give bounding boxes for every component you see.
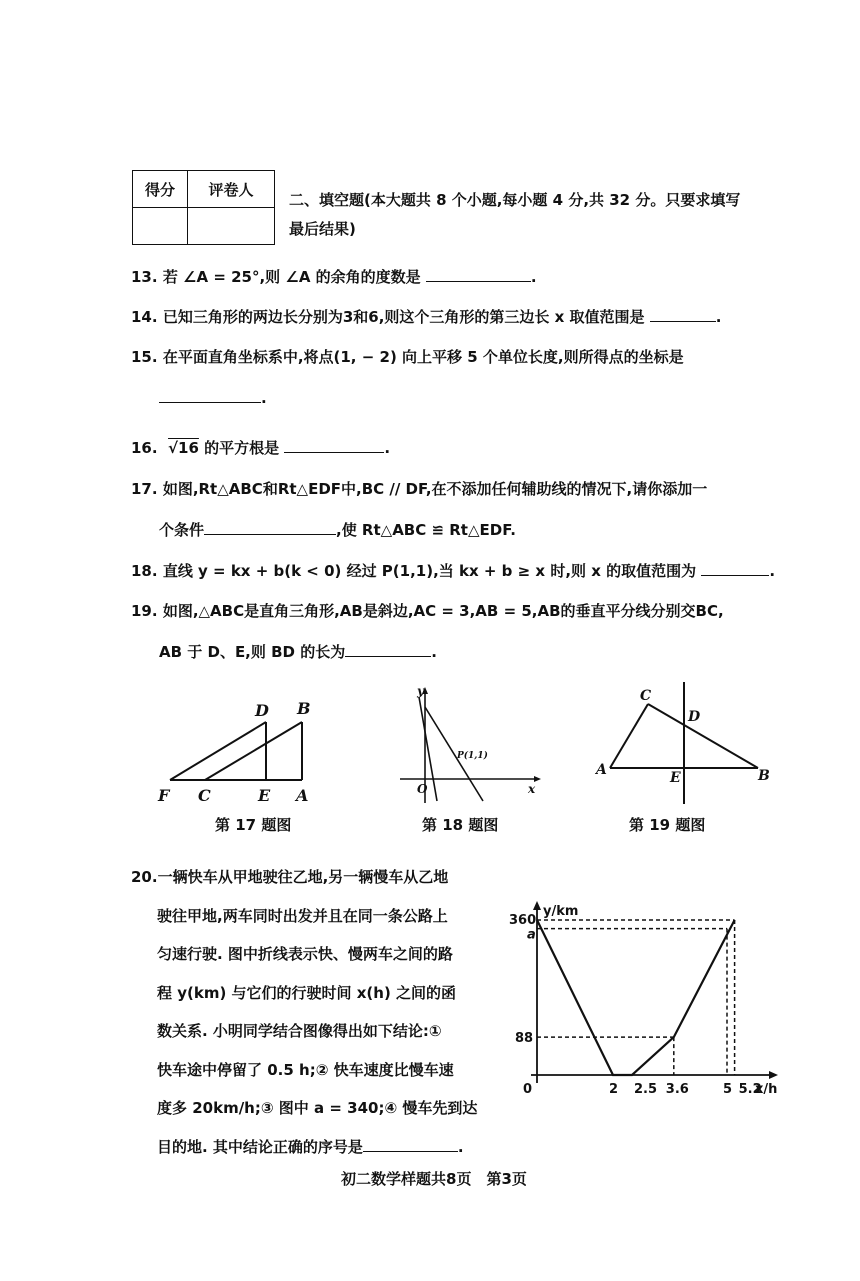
page-footer: 初二数学样题共8页 第3页 <box>341 1170 527 1188</box>
figure-17-caption: 第 17 题图 <box>215 816 292 834</box>
fig17-label-C: C <box>198 786 211 805</box>
question-20-number: 20. <box>131 868 158 886</box>
question-18-end: . <box>769 562 776 580</box>
answer-blank-18[interactable] <box>701 561 769 576</box>
question-19-line2-text: AB 于 D、E,则 BD 的长为 <box>159 643 346 661</box>
question-19 <box>131 600 724 621</box>
question-14-end: . <box>715 308 722 326</box>
fig19-label-D: D <box>688 709 701 725</box>
question-20-line-1 <box>131 858 511 897</box>
section-title <box>289 186 809 244</box>
x-tick-2: 2 <box>609 1082 619 1097</box>
grader-cell <box>188 208 275 245</box>
question-20-text-8: 目的地. 其中结论正确的序号是 <box>157 1137 363 1156</box>
question-13-end: . <box>530 268 537 286</box>
fig19-line-CB <box>648 704 758 768</box>
section-title-line2: 最后结果) <box>289 220 356 238</box>
question-17-line2-post: ,使 Rt△ABC ≌ Rt△EDF. <box>336 521 516 539</box>
answer-blank-13[interactable] <box>426 267 531 282</box>
sqrt-16: √16 <box>168 439 199 457</box>
answer-blank-16[interactable] <box>284 438 384 453</box>
question-18-text: 直线 y = kx + b(k < 0) 经过 P(1,1),当 kx + b ≥ x 时,则 x 的取值范围为 <box>162 562 697 580</box>
question-17-line2-pre: 个条件 <box>159 521 205 539</box>
question-18 <box>131 560 775 581</box>
figure-19-caption: 第 19 题图 <box>629 816 706 834</box>
question-19-end: . <box>431 643 437 661</box>
x-tick-2-5: 2.5 <box>634 1082 658 1097</box>
answer-blank-20[interactable] <box>363 1137 458 1152</box>
question-19-line2 <box>159 641 437 662</box>
question-20-line-8 <box>131 1128 511 1167</box>
figure-18 <box>395 683 550 808</box>
question-14 <box>131 306 721 327</box>
y-tick-360: 360 <box>509 913 537 928</box>
chart-xlabel: x/h <box>755 1082 778 1097</box>
question-15-answer-line <box>159 388 267 407</box>
question-20-line-6: 快车途中停留了 0.5 h;② 快车速度比慢车速 <box>157 1060 454 1079</box>
y-axis-arrow <box>533 901 541 910</box>
fig19-line-AC <box>610 704 648 768</box>
question-17-line2 <box>159 519 516 540</box>
x-tick-0: 0 <box>523 1082 533 1097</box>
question-15-text: 在平面直角坐标系中,将点(1, − 2) 向上平移 5 个单位长度,则所得点的坐标是 <box>162 348 684 366</box>
question-20-line-7: 度多 20km/h;③ 图中 a = 340;④ 慢车先到达 <box>157 1099 478 1117</box>
figure-20-chart <box>505 895 790 1110</box>
fig17-label-F: F <box>158 786 170 805</box>
question-15 <box>131 346 684 367</box>
question-15-number: 15. <box>131 348 158 366</box>
grader-label: 评卷人 <box>188 171 275 208</box>
fig19-label-A: A <box>596 762 607 778</box>
question-18-number: 18. <box>131 562 158 580</box>
chart-ylabel: y/km <box>543 904 579 919</box>
fig19-label-B: B <box>758 768 770 784</box>
x-tick-5: 5 <box>723 1082 733 1097</box>
x-tick-5-2: 5.2 <box>738 1082 762 1097</box>
question-16-number: 16. <box>131 439 158 457</box>
question-14-number: 14. <box>131 308 158 326</box>
question-20-text-1: 一辆快车从甲地驶往乙地,另一辆慢车从乙地 <box>157 868 449 886</box>
question-19-line1: 如图,△ABC是直角三角形,AB是斜边,AC = 3,AB = 5,AB的垂直平分线分别交BC, <box>162 602 724 620</box>
y-tick-a: a <box>527 927 536 943</box>
question-16 <box>131 437 390 458</box>
question-20-line-4: 程 y(km) 与它们的行驶时间 x(h) 之间的函 <box>157 983 457 1002</box>
question-17 <box>131 478 707 499</box>
question-20-line-3: 匀速行驶. 图中折线表示快、慢两车之间的路 <box>157 945 453 963</box>
x-axis-arrow <box>769 1071 778 1079</box>
section-title-line1: 二、填空题(本大题共 8 个小题,每小题 4 分,共 32 分。只要求填写 <box>289 191 741 209</box>
question-20 <box>131 858 511 1166</box>
answer-blank-15[interactable] <box>159 388 261 403</box>
question-20-line-5: 数关系. 小明同学结合图像得出如下结论:① <box>157 1022 442 1040</box>
y-tick-88: 88 <box>515 1031 534 1047</box>
fig18-label-P: P(1,1) <box>457 751 488 761</box>
score-box <box>132 170 275 245</box>
fig18-label-y: y <box>417 684 424 698</box>
fig18-label-x: x <box>528 782 536 796</box>
question-19-number: 19. <box>131 602 158 620</box>
question-13-text: 若 ∠A = 25°,则 ∠A 的余角的度数是 <box>162 268 421 286</box>
question-13 <box>131 266 537 287</box>
question-16-text: 的平方根是 <box>198 439 280 457</box>
question-17-number: 17. <box>131 480 158 498</box>
fig19-label-E: E <box>670 770 681 786</box>
question-16-end: . <box>384 439 391 457</box>
score-label: 得分 <box>133 171 188 208</box>
fig18-label-O: O <box>417 782 428 796</box>
question-15-end: . <box>261 389 267 407</box>
distance-time-chart <box>505 895 790 1110</box>
score-cell <box>133 208 188 245</box>
fig19-label-C: C <box>640 688 652 704</box>
x-tick-3-6: 3.6 <box>665 1082 689 1097</box>
fig17-label-E: E <box>258 786 271 805</box>
series-line-distance <box>537 920 735 1075</box>
question-17-line1: 如图,Rt△ABC和Rt△EDF中,BC // DF,在不添加任何辅助线的情况下,请你添加一 <box>162 480 708 498</box>
answer-blank-17[interactable] <box>204 520 336 535</box>
figure-19 <box>590 680 780 810</box>
fig17-label-A: A <box>296 786 309 805</box>
question-13-number: 13. <box>131 268 158 286</box>
figure-18-caption: 第 18 题图 <box>422 816 499 834</box>
question-20-line-2: 驶往甲地,两车同时出发并且在同一条公路上 <box>157 906 448 925</box>
answer-blank-14[interactable] <box>650 307 716 322</box>
fig17-label-B: B <box>297 699 311 718</box>
fig17-label-D: D <box>255 701 269 720</box>
question-14-text: 已知三角形的两边长分别为3和6,则这个三角形的第三边长 x 取值范围是 <box>162 308 645 326</box>
figure-17 <box>150 695 330 810</box>
question-20-end: . <box>457 1137 464 1156</box>
answer-blank-19[interactable] <box>345 642 431 657</box>
